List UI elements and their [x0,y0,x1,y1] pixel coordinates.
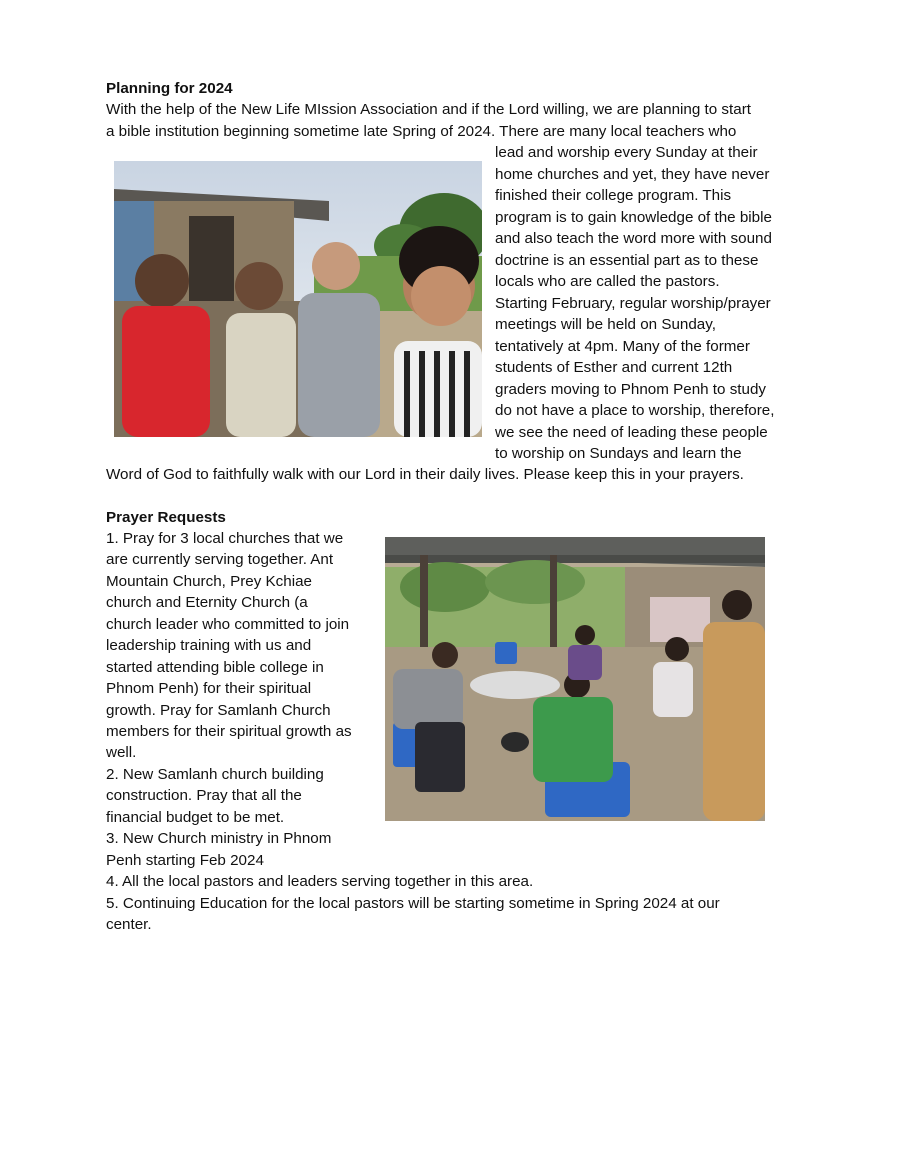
prayer-line-15: 3. New Church ministry in Phnom [106,830,332,847]
planning-line-7: and also teach the word more with sound [495,230,772,247]
prayer-line-8: Phnom Penh) for their spiritual [106,680,312,697]
prayer-line-16: Penh starting Feb 2024 [106,852,264,869]
planning-line-9: locals who are called the pastors. [495,273,720,290]
prayer-line-19: center. [106,916,152,933]
planning-line-17: to worship on Sundays and learn the [495,445,742,462]
planning-line-1: With the help of the New Life MIssion Association and if the Lord willing, we are planning to start [106,101,751,118]
planning-line-11: meetings will be held on Sunday, [495,316,716,333]
planning-line-14: graders moving to Phnom Penh to study [495,381,766,398]
planning-line-4: home churches and yet, they have never [495,166,770,183]
planning-line-5: finished their college program. This [495,187,732,204]
planning-line-3: lead and worship every Sunday at their [495,144,758,161]
prayer-line-12: 2. New Samlanh church building [106,766,324,783]
planning-heading: Planning for 2024 [106,80,233,97]
women-group-photo [114,161,482,437]
prayer-line-11: well. [106,744,137,761]
prayer-line-9: growth. Pray for Samlanh Church [106,702,331,719]
planning-line-18: Word of God to faithfully walk with our Lord in their daily lives. Please keep this in your prayers. [106,466,744,483]
prayer-line-5: church leader who committed to join [106,616,350,633]
prayer-line-6: leadership training with us and [106,637,312,654]
prayer-line-17: 4. All the local pastors and leaders serving together in this area. [106,873,534,890]
planning-line-8: doctrine is an essential part as to these [495,252,759,269]
prayer-line-10: members for their spiritual growth as [106,723,352,740]
planning-line-16: we see the need of leading these people [495,424,768,441]
prayer-heading: Prayer Requests [106,509,226,526]
prayer-line-7: started attending bible college in [106,659,324,676]
planning-line-6: program is to gain knowledge of the bible [495,209,772,226]
planning-line-13: students of Esther and current 12th [495,359,733,376]
prayer-line-13: construction. Pray that all the [106,787,302,804]
prayer-line-1: 1. Pray for 3 local churches that we [106,530,344,547]
prayer-line-3: Mountain Church, Prey Kchiae [106,573,312,590]
planning-line-2: a bible institution beginning sometime late Spring of 2024. There are many local teachers who [106,123,737,140]
planning-line-10: Starting February, regular worship/prayer [495,295,771,312]
prayer-line-18: 5. Continuing Education for the local pastors will be starting sometime in Spring 2024 at our [106,895,720,912]
planning-line-12: tentatively at 4pm. Many of the former [495,338,750,355]
prayer-line-4: church and Eternity Church (a [106,594,308,611]
prayer-line-2: are currently serving together. Ant [106,551,334,568]
planning-line-15: do not have a place to worship, therefore, [495,402,775,419]
prayer-line-14: financial budget to be met. [106,809,285,826]
gathering-photo [385,537,765,821]
